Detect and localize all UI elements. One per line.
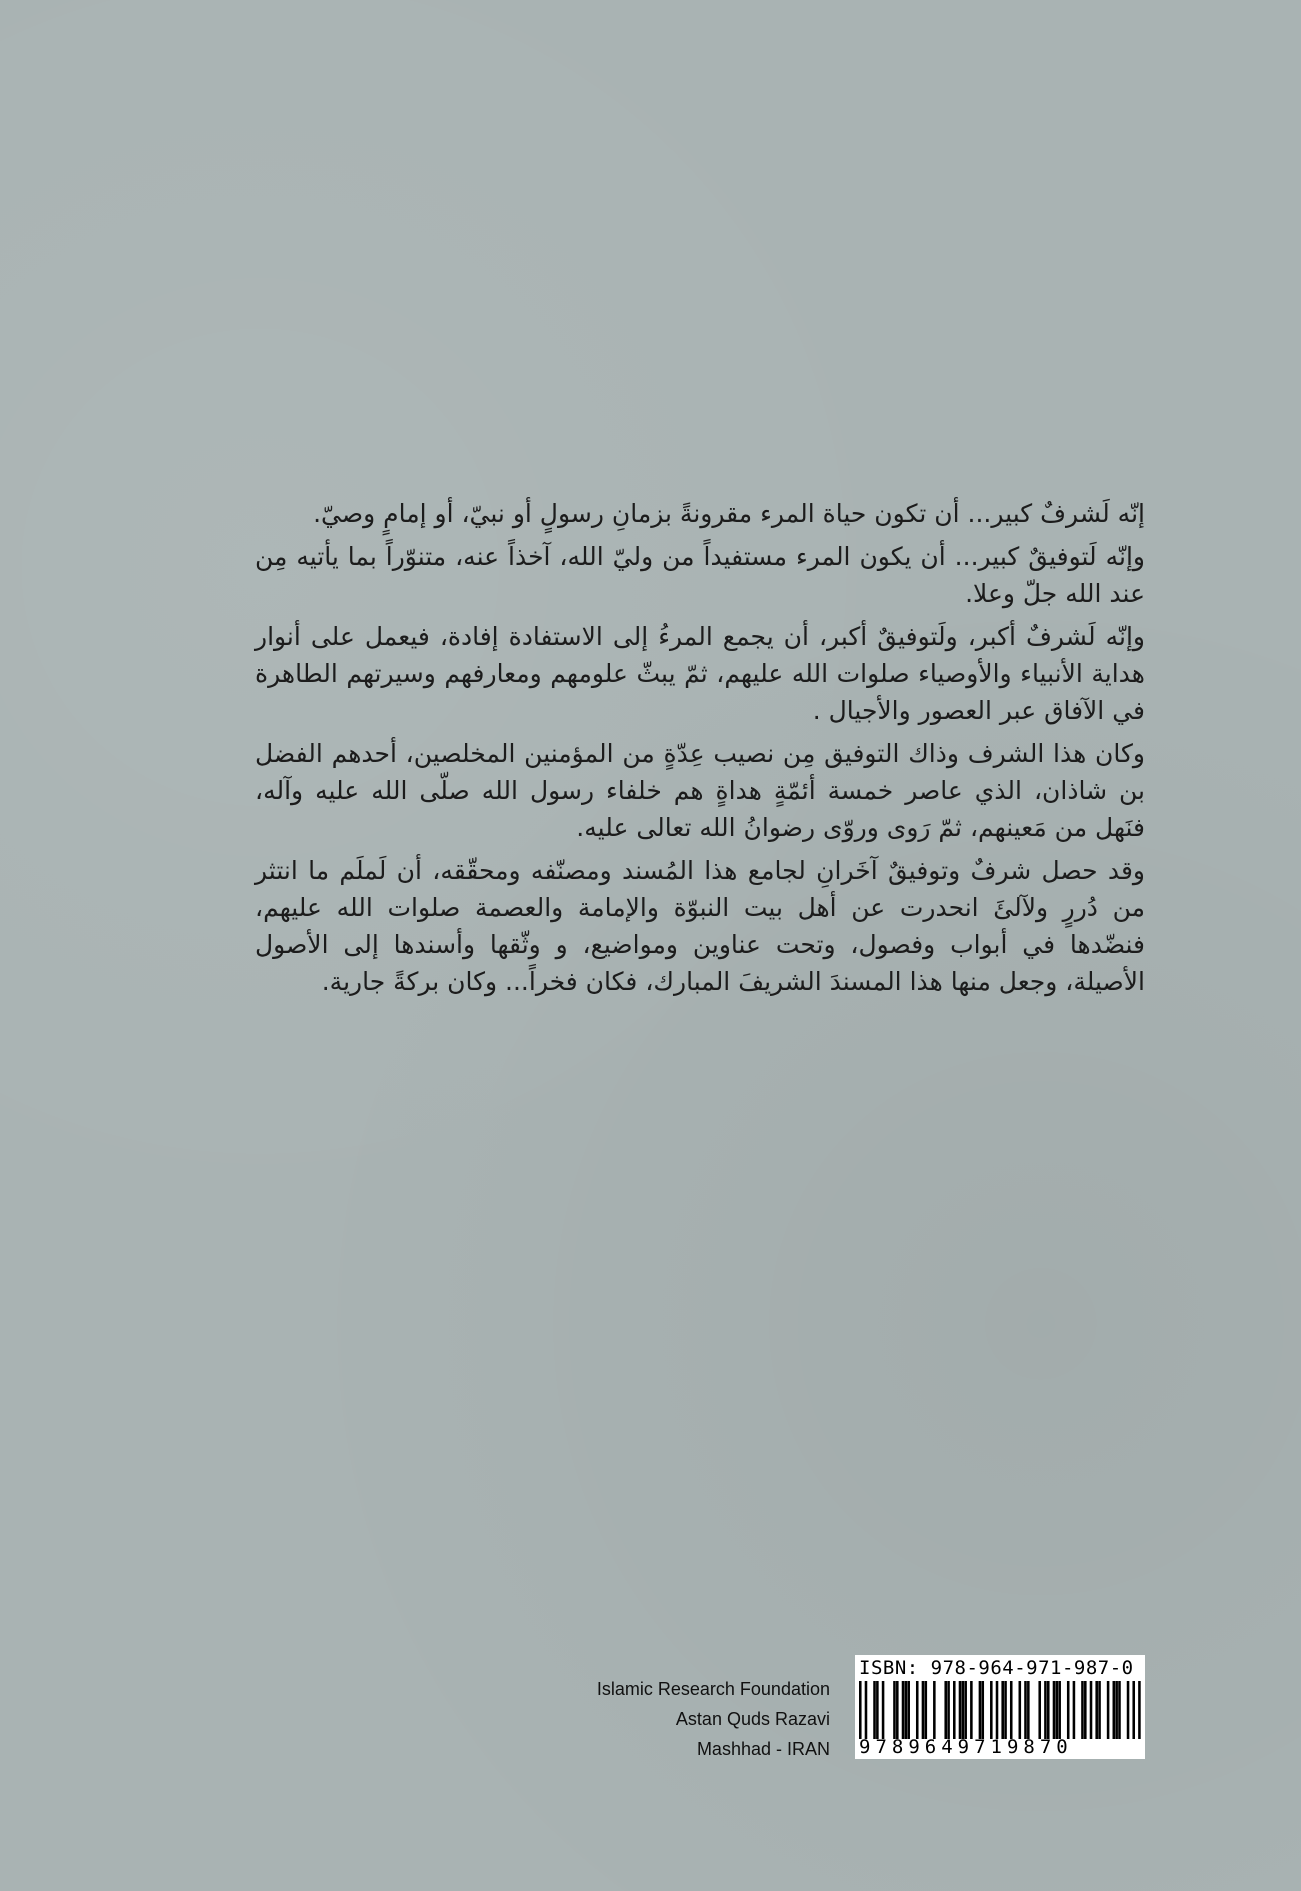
back-cover-blurb bbox=[255, 495, 1145, 1006]
isbn-label: ISBN: 978-964-971-987-0 bbox=[859, 1657, 1134, 1679]
publisher-name: Islamic Research Foundation bbox=[596, 1679, 830, 1699]
blurb-paragraph-2: وإنّه لَتوفيقٌ كبير... أن يكون المرء مستفيداً من وليّ الله، آخذاً عنه، متنوّراً بما يأتيه مِن عند الله جلّ وعلا. bbox=[255, 542, 1145, 608]
publisher-location: Mashhad - IRAN bbox=[696, 1739, 830, 1759]
isbn-barcode-block bbox=[855, 1655, 1145, 1759]
blurb-paragraph-3: وإنّه لَشرفٌ أكبر، ولَتوفيقٌ أكبر، أن يجمع المرءُ إلى الاستفادة إفادة، فيعمل على أنوار هداية الأنبياء والأوصياء صلوات الله عليهم، ثمّ يبثّ علومهم ومعارفهم وسيرتهم الطاهرة في الآفاق عبر العصور والأجيال . bbox=[255, 622, 1145, 725]
blurb-paragraph-4: وكان هذا الشرف وذاك التوفيق مِن نصيب عِدّةٍ من المؤمنين المخلصين، أحدهم الفضل بن شاذان، الذي عاصر خمسة أئمّةٍ هداةٍ هم خلفاء رسول الله صلّى الله عليه وآله، فنَهل من مَعينهم، ثمّ رَوى وروّى رضوانُ الله تعالى عليه. bbox=[255, 739, 1145, 842]
publisher-org: Astan Quds Razavi bbox=[675, 1709, 830, 1729]
barcode-icon bbox=[859, 1681, 1141, 1739]
barcode-digits: 9789649719870 bbox=[859, 1736, 1073, 1758]
publisher-info bbox=[540, 1674, 830, 1764]
blurb-paragraph-5: وقد حصل شرفٌ وتوفيقٌ آخَرانِ لجامع هذا المُسند ومصنّفه ومحقّقه، أن لَملَم ما انتثر من دُررٍ ولآلئَ انحدرت عن أهل بيت النبوّة والإمامة والعصمة صلوات الله عليهم، فنضّدها في أبواب وفصول، وتحت عناوين ومواضيع، و وثّقها وأسندها إلى الأصول الأصيلة، وجعل منها هذا المسندَ الشريفَ المبارك، فكان فخراً... وكان بركةً جارية. bbox=[255, 856, 1145, 996]
blurb-paragraph-1: إنّه لَشرفٌ كبير... أن تكون حياة المرء مقرونةً بزمانِ رسولٍ أو نبيّ، أو إمامٍ وصيّ. bbox=[313, 499, 1145, 528]
